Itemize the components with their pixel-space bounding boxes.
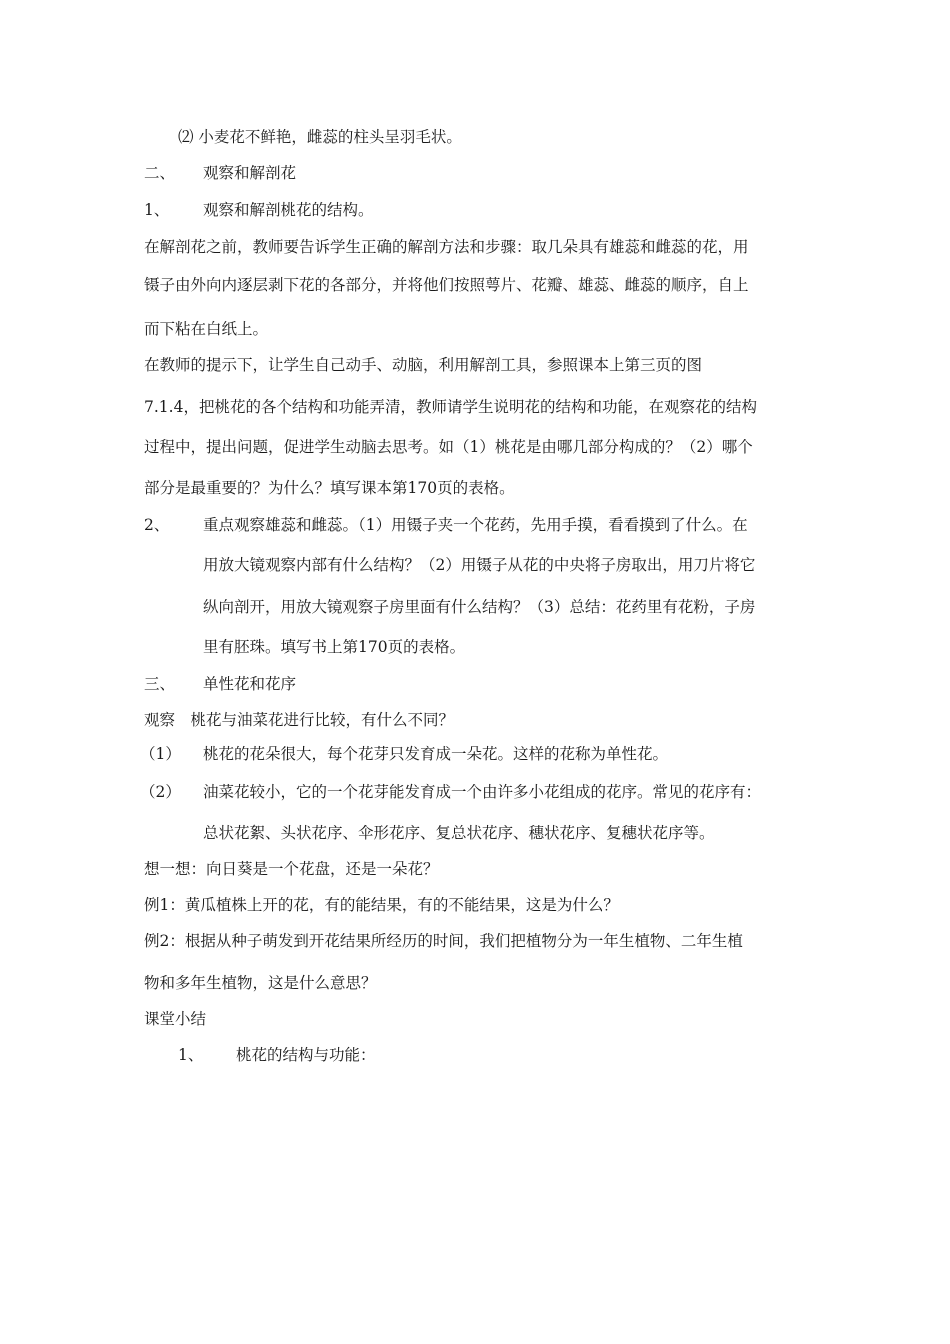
point-2-number: （2）: [140, 783, 181, 801]
step-2-line: 重点观察雄蕊和雌蕊。（1）用镊子夹一个花药，先用手摸，看看摸到了什么。在: [203, 516, 748, 534]
section-3-number: 三、: [144, 675, 176, 693]
example-2-line: 物和多年生植物，这是什么意思？: [144, 974, 377, 992]
point-1-text: 桃花的花朵很大，每个花芽只发育成一朵花。这样的花称为单性花。: [203, 745, 669, 763]
step-2-line: 纵向剖开，用放大镜观察子房里面有什么结构？（3）总结：花药里有花粉，子房: [203, 598, 756, 616]
think-line: 想一想：向日葵是一个花盘，还是一朵花？: [144, 860, 439, 878]
paragraph-line: 部分是最重要的？为什么？填写课本第170页的表格。: [144, 479, 515, 497]
step-2-line: 里有胚珠。填写书上第170页的表格。: [203, 638, 466, 656]
item-wheat-flower: ⑵ 小麦花不鲜艳，雌蕊的柱头呈羽毛状。: [178, 128, 462, 146]
paragraph-line: 而下粘在白纸上。: [144, 320, 269, 338]
section-2-heading: 观察和解剖花: [203, 164, 297, 182]
paragraph-line: 过程中，提出问题，促进学生动脑去思考。如（1）桃花是由哪几部分构成的？（2）哪个: [144, 438, 753, 456]
section-3-heading: 单性花和花序: [203, 675, 297, 693]
step-2-number: 2、: [144, 516, 170, 534]
section-2-number: 二、: [144, 164, 176, 182]
example-1-line: 例1：黄瓜植株上开的花，有的能结果，有的不能结果，这是为什么？: [144, 896, 619, 914]
step-1-number: 1、: [144, 201, 170, 219]
step-2-line: 用放大镜观察内部有什么结构？（2）用镊子从花的中央将子房取出，用刀片将它: [203, 556, 756, 574]
point-1-number: （1）: [140, 745, 181, 763]
paragraph-line: 在解剖花之前，教师要告诉学生正确的解剖方法和步骤：取几朵具有雄蕊和雌蕊的花，用: [144, 238, 749, 256]
paragraph-line: 在教师的提示下，让学生自己动手、动脑，利用解剖工具，参照课本上第三页的图: [144, 356, 703, 374]
paragraph-line: 镊子由外向内逐层剥下花的各部分，并将他们按照萼片、花瓣、雄蕊、雌蕊的顺序，自上: [144, 276, 749, 294]
example-2-line: 例2：根据从种子萌发到开花结果所经历的时间，我们把植物分为一年生植物、二年生植: [144, 932, 743, 950]
summary-heading: 课堂小结: [144, 1010, 207, 1028]
point-2-text: 油菜花较小，它的一个花芽能发育成一个由许多小花组成的花序。常见的花序有：: [203, 783, 762, 801]
point-2-text: 总状花絮、头状花序、伞形花序、复总状花序、穗状花序、复穗状花序等。: [203, 824, 715, 842]
summary-1-number: 1、: [178, 1046, 204, 1064]
observation-line: 观察 桃花与油菜花进行比较，有什么不同？: [144, 711, 455, 729]
step-1-heading: 观察和解剖桃花的结构。: [203, 201, 374, 219]
summary-1-text: 桃花的结构与功能：: [236, 1046, 376, 1064]
paragraph-line: 7.1.4，把桃花的各个结构和功能弄清，教师请学生说明花的结构和功能，在观察花的结构: [144, 398, 757, 416]
